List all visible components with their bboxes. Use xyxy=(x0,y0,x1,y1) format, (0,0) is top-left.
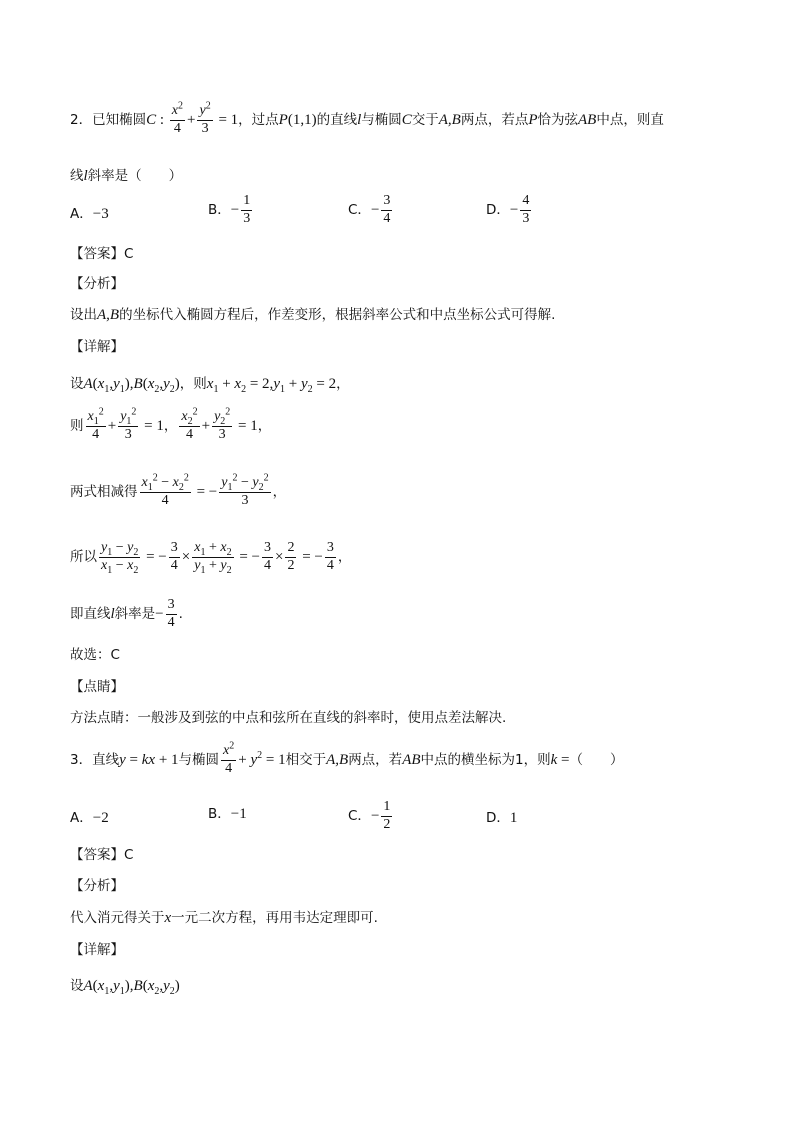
option-c: C．− $\frac{1}{2}$ xyxy=(348,799,391,832)
option-c: C．− $\frac{3}{4}$ xyxy=(348,193,391,226)
fraction: $\frac{y^2}{3}$ xyxy=(199,100,211,136)
analysis-heading: 【分析】 xyxy=(70,878,124,894)
answer-line: 【答案】C xyxy=(70,246,134,262)
detail-step-1: 设$A(x_1,y_1),B(x_2,y_2)$ xyxy=(70,978,180,997)
detail-step-5: 即直线l斜率是− $\frac{3}{4}$ . xyxy=(70,597,183,630)
option-d: D．1 xyxy=(486,810,518,826)
detail-step-1: 设$A(x_1,y_1),B(x_2,y_2)$，则$x_1 + x_2 = 2,y_1 + y_2 = 2$， xyxy=(70,376,350,395)
option-a: A．−3 xyxy=(70,206,109,222)
comment-heading: 【点睛】 xyxy=(70,679,124,695)
q2-stem-line1: 2．已知椭圆C : $\frac{x^2}{4}$ + $\frac{y^2}{3}$ = 1，过点P(1,1)的直线l与椭圆C交于A,B两点，若点P恰为弦AB中点，则直 xyxy=(70,100,664,136)
q2-stem-line2: 线l斜率是（ ） xyxy=(70,168,183,184)
question-number: 2． xyxy=(70,112,93,129)
analysis-heading: 【分析】 xyxy=(70,276,124,292)
detail-step-3: 两式相减得 $\frac{x_1^2 - x_2^2}{4}$ = − $\frac{y_1^2 - y_2^2}{3}$ ， xyxy=(70,472,287,508)
detail-heading: 【详解】 xyxy=(70,942,124,958)
answer-line: 【答案】C xyxy=(70,847,134,863)
detail-step-2: 则 $\frac{x_1^2}{4}$ + $\frac{y_1^2}{3}$ = 1， $\frac{x_2^2}{4}$ + $\frac{y_2^2}{3}$ = 1， xyxy=(70,406,272,442)
option-a: A．−2 xyxy=(70,810,109,826)
analysis-text: 代入消元得关于x一元二次方程，再用韦达定理即可. xyxy=(70,910,378,926)
question-number: 3． xyxy=(70,752,93,769)
comment-text: 方法点睛：一般涉及到弦的中点和弦所在直线的斜率时，使用点差法解决. xyxy=(70,710,507,726)
fraction: $\frac{x^2}{4}$ xyxy=(171,100,183,136)
option-b: B．− $\frac{1}{3}$ xyxy=(208,193,251,226)
detail-heading: 【详解】 xyxy=(70,339,124,355)
detail-step-4: 所以 $\frac{y_1 - y_2}{x_1 - x_2}$ = − $\frac{3}{4}$ × $\frac{x_1 + x_2}{y_1 + y_2}$ = − $\frac{3}{4}$ × $\frac{2}{2}$ = − $\frac{3}{4}$ ， xyxy=(70,540,352,576)
analysis-text: 设出A,B的坐标代入椭圆方程后，作差变形，根据斜率公式和中点坐标公式可得解. xyxy=(70,307,556,323)
option-d: D．− $\frac{4}{3}$ xyxy=(486,193,530,226)
choice-line: 故选：C xyxy=(70,647,120,663)
q3-stem: 3．直线y = kx + 1与椭圆 $\frac{x^2}{4}$ + $y^2 = 1$相交于A,B两点，若AB中点的横坐标为1，则k =（ ） xyxy=(70,740,624,776)
option-b: B．−1 xyxy=(208,806,247,822)
